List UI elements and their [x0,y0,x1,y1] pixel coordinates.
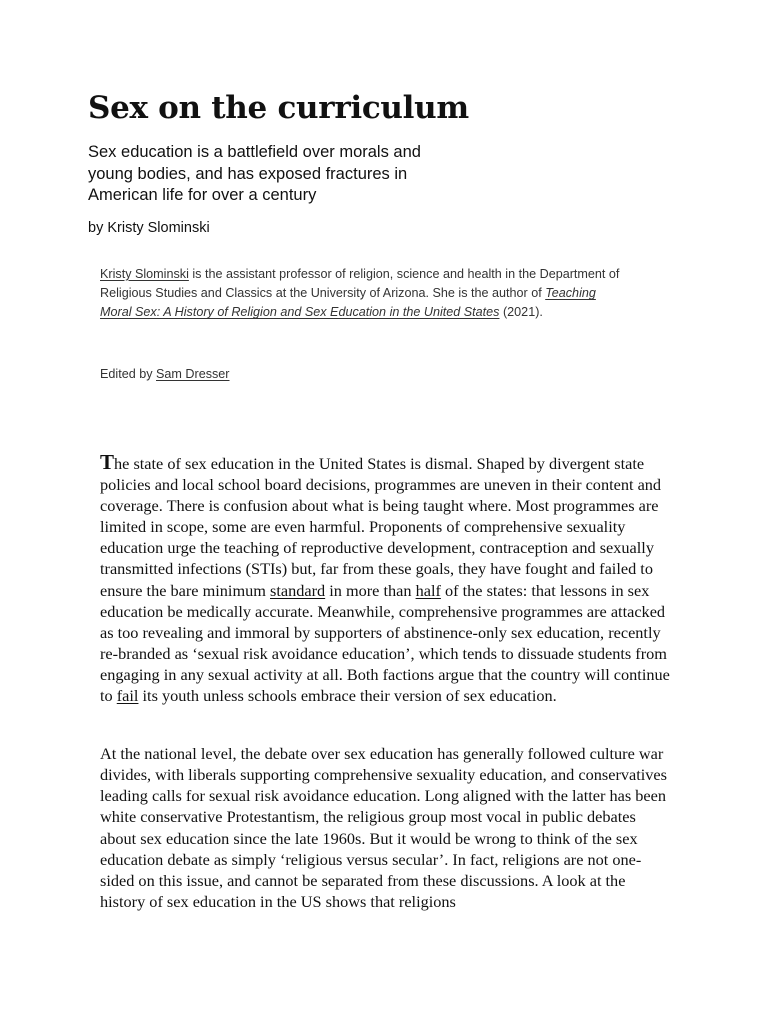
paragraph-1-seg-1: he state of sex education in the United States is dismal. Shaped by divergent state policies and local school board decisions, programmes are uneven in their content and coverage. There is confusion about what is being taught where. Most programmes are limited in scope, some are even harmful. Proponents of comprehensive sexuality education urge the teaching of reproductive development, contraception and sexually transmitted infections (STIs) but, far from these goals, they have fought and failed to ensure the bare minimum [100,454,662,600]
article-title: Sex on the curriculum [88,90,469,126]
bio-text-1: is the assistant professor of religion, science and health in the Department of Religious Studies and Classics at the University of Arizona. She is the author of [100,267,620,301]
article-header [88,86,688,236]
paragraph-1-seg-4: its youth unless schools embrace their version of sex education. [138,686,557,706]
paragraph-1-seg-2: in more than [325,580,416,600]
bio-author-link[interactable]: Kristy Slominski [100,267,189,281]
paragraph-1 [100,452,672,706]
edited-prefix: Edited by [100,367,157,381]
article-body [100,452,672,949]
editor-link[interactable]: Sam Dresser [156,367,230,381]
byline-author: Kristy Slominski [107,219,210,236]
edited-by [100,367,230,381]
author-bio [100,265,620,323]
fail-link[interactable]: fail [116,686,139,706]
paragraph-2: At the national level, the debate over sex education has generally followed culture war divides, with liberals supporting comprehensive sexuality education, and conservatives leading calls for sexual risk avoidance education. Long aligned with the latter has been white conservative Protestantism, the religious group most vocal in public debates about sex education since the late 1960s. But it would be wrong to think of the sex education debate as simply ‘religious versus secular’. In fact, religions are not one-sided on this issue, and cannot be separated from these discussions. A look at the history of sex education in the US shows that religions [100,744,667,911]
standard-link[interactable]: standard [270,580,326,600]
half-link[interactable]: half [415,580,441,600]
drop-cap: T [100,450,115,474]
bio-text-2: (2021). [499,305,543,320]
paragraph-1-seg-3: of the states: that lessons in sex education be medically accurate. Meanwhile, comprehensive programmes are attacked as too revealing and immoral by supporters of abstinence-only sex education, recently re-branded as ‘sexual risk avoidance education’, which tends to dissuade students from engaging in any sexual activity at all. Both factions argue that the country will continue to [100,580,670,706]
article-standfirst: Sex education is a battlefield over morals and young bodies, and has exposed fractures in American life for over a century [88,143,421,204]
byline-prefix: by [88,219,108,236]
byline [88,220,688,236]
bio-book-title: Teaching Moral Sex: A History of Religion and Sex Education in the United States [100,286,596,320]
